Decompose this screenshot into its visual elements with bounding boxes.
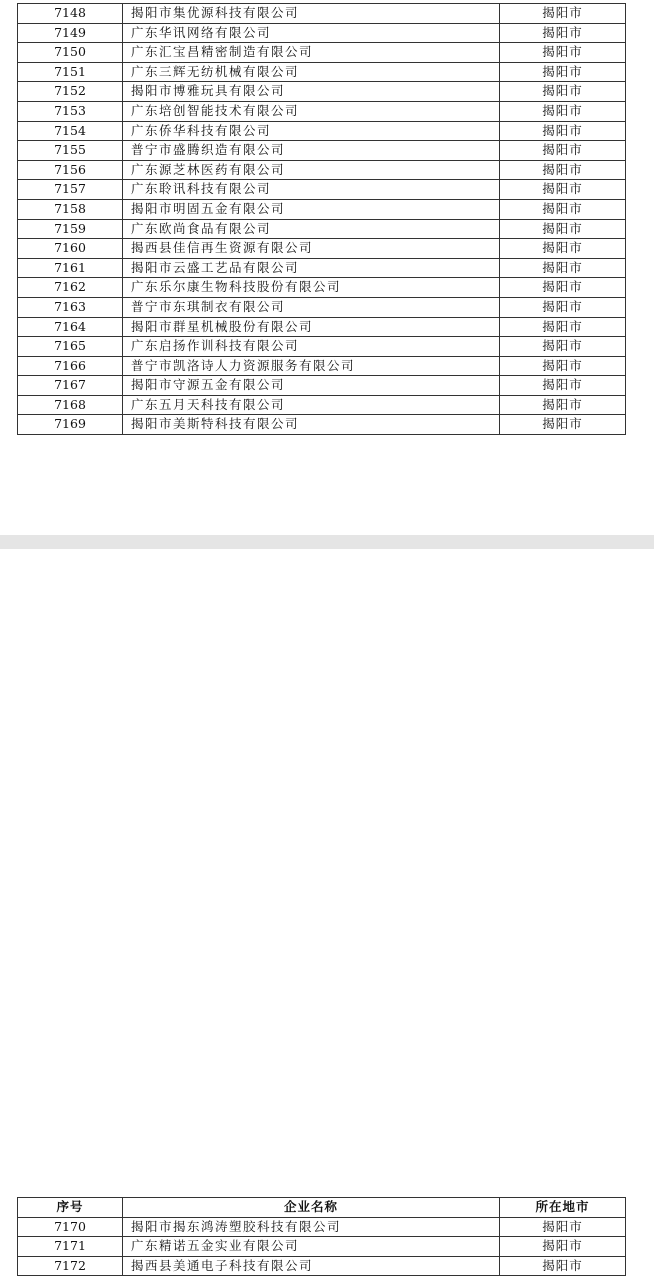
row-number: 7160 [18, 239, 123, 259]
table-row [18, 1237, 626, 1257]
row-number: 7170 [18, 1217, 123, 1237]
row-number: 7155 [18, 141, 123, 161]
enterprise-table-continued [17, 3, 626, 435]
city-name: 揭阳市 [500, 121, 626, 141]
row-number: 7157 [18, 180, 123, 200]
row-number: 7156 [18, 160, 123, 180]
row-number: 7172 [18, 1256, 123, 1276]
row-number: 7166 [18, 356, 123, 376]
city-name: 揭阳市 [500, 395, 626, 415]
table-header-row [18, 1198, 626, 1218]
table-row [18, 160, 626, 180]
company-name: 广东侨华科技有限公司 [123, 121, 500, 141]
company-name: 广东五月天科技有限公司 [123, 395, 500, 415]
city-name: 揭阳市 [500, 199, 626, 219]
table-row [18, 415, 626, 435]
row-number: 7152 [18, 82, 123, 102]
table-row [18, 395, 626, 415]
company-name: 广东聆讯科技有限公司 [123, 180, 500, 200]
city-name: 揭阳市 [500, 23, 626, 43]
table-row [18, 180, 626, 200]
table-row [18, 62, 626, 82]
row-number: 7168 [18, 395, 123, 415]
city-name: 揭阳市 [500, 297, 626, 317]
city-name: 揭阳市 [500, 82, 626, 102]
table-row [18, 258, 626, 278]
city-name: 揭阳市 [500, 356, 626, 376]
table-row [18, 278, 626, 298]
row-number: 7167 [18, 376, 123, 396]
city-name: 揭阳市 [500, 1237, 626, 1257]
city-name: 揭阳市 [500, 337, 626, 357]
row-number: 7164 [18, 317, 123, 337]
header-city: 所在地市 [500, 1198, 626, 1218]
table-row [18, 43, 626, 63]
company-name: 广东欧尚食品有限公司 [123, 219, 500, 239]
table-row [18, 199, 626, 219]
city-name: 揭阳市 [500, 43, 626, 63]
table-row [18, 23, 626, 43]
company-name: 广东启扬作训科技有限公司 [123, 337, 500, 357]
company-name: 普宁市东琪制衣有限公司 [123, 297, 500, 317]
city-name: 揭阳市 [500, 1217, 626, 1237]
city-name: 揭阳市 [500, 258, 626, 278]
row-number: 7150 [18, 43, 123, 63]
company-name: 普宁市盛腾织造有限公司 [123, 141, 500, 161]
table-row [18, 82, 626, 102]
company-name: 揭阳市守源五金有限公司 [123, 376, 500, 396]
document-page-top [0, 0, 654, 535]
company-name: 广东汇宝昌精密制造有限公司 [123, 43, 500, 63]
table-row [18, 101, 626, 121]
company-name: 广东乐尔康生物科技股份有限公司 [123, 278, 500, 298]
enterprise-table [17, 1197, 626, 1276]
company-name: 揭阳市集优源科技有限公司 [123, 4, 500, 24]
company-name: 揭西县美通电子科技有限公司 [123, 1256, 500, 1276]
city-name: 揭阳市 [500, 4, 626, 24]
company-name: 揭阳市博雅玩具有限公司 [123, 82, 500, 102]
company-name: 揭阳市美斯特科技有限公司 [123, 415, 500, 435]
row-number: 7162 [18, 278, 123, 298]
table-row [18, 239, 626, 259]
row-number: 7163 [18, 297, 123, 317]
row-number: 7148 [18, 4, 123, 24]
row-number: 7158 [18, 199, 123, 219]
company-name: 广东三辉无纺机械有限公司 [123, 62, 500, 82]
row-number: 7169 [18, 415, 123, 435]
city-name: 揭阳市 [500, 1256, 626, 1276]
company-name: 揭阳市群星机械股份有限公司 [123, 317, 500, 337]
company-name: 广东培创智能技术有限公司 [123, 101, 500, 121]
table-row [18, 376, 626, 396]
table-row [18, 1256, 626, 1276]
table-row [18, 356, 626, 376]
city-name: 揭阳市 [500, 415, 626, 435]
header-name: 企业名称 [123, 1198, 500, 1218]
city-name: 揭阳市 [500, 219, 626, 239]
table-row [18, 4, 626, 24]
city-name: 揭阳市 [500, 160, 626, 180]
table-row [18, 141, 626, 161]
table-row [18, 121, 626, 141]
row-number: 7165 [18, 337, 123, 357]
row-number: 7171 [18, 1237, 123, 1257]
city-name: 揭阳市 [500, 239, 626, 259]
table-row [18, 317, 626, 337]
table-row [18, 219, 626, 239]
row-number: 7159 [18, 219, 123, 239]
table-row [18, 337, 626, 357]
row-number: 7153 [18, 101, 123, 121]
row-number: 7154 [18, 121, 123, 141]
page-separator [0, 535, 654, 549]
row-number: 7151 [18, 62, 123, 82]
company-name: 揭西县佳信再生资源有限公司 [123, 239, 500, 259]
company-name: 广东源芝林医药有限公司 [123, 160, 500, 180]
table-row [18, 1217, 626, 1237]
city-name: 揭阳市 [500, 62, 626, 82]
company-name: 揭阳市云盛工艺品有限公司 [123, 258, 500, 278]
city-name: 揭阳市 [500, 101, 626, 121]
company-name: 揭阳市揭东鸿涛塑胶科技有限公司 [123, 1217, 500, 1237]
company-name: 广东精诺五金实业有限公司 [123, 1237, 500, 1257]
table-row [18, 297, 626, 317]
city-name: 揭阳市 [500, 141, 626, 161]
header-num: 序号 [18, 1198, 123, 1218]
city-name: 揭阳市 [500, 317, 626, 337]
company-name: 广东华讯网络有限公司 [123, 23, 500, 43]
city-name: 揭阳市 [500, 376, 626, 396]
company-name: 普宁市凯洛诗人力资源服务有限公司 [123, 356, 500, 376]
row-number: 7161 [18, 258, 123, 278]
document-page-bottom [0, 549, 654, 1273]
company-name: 揭阳市明固五金有限公司 [123, 199, 500, 219]
city-name: 揭阳市 [500, 180, 626, 200]
row-number: 7149 [18, 23, 123, 43]
city-name: 揭阳市 [500, 278, 626, 298]
